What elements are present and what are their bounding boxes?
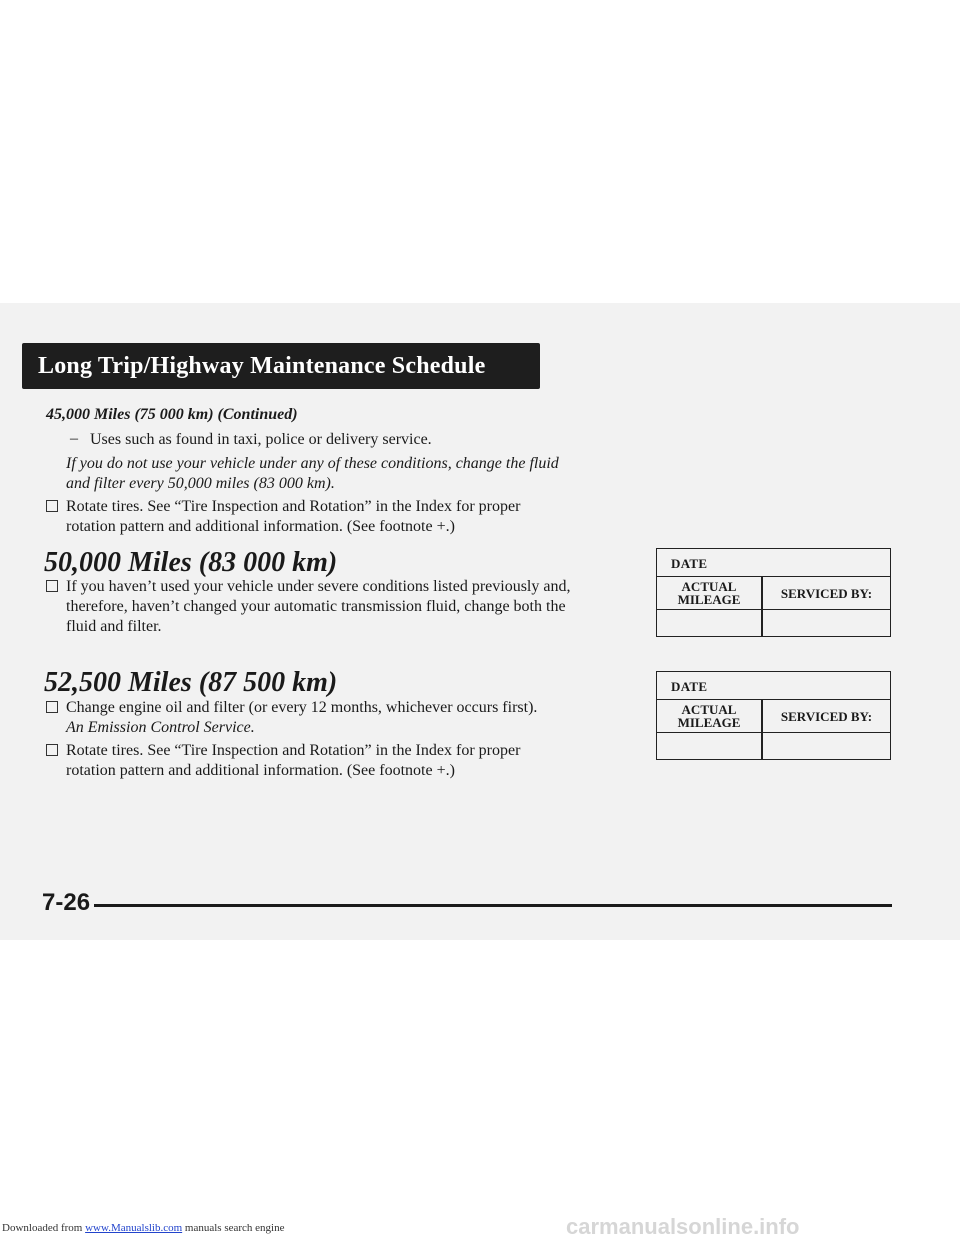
- note-line-1: If you do not use your vehicle under any of these conditions, change the fluid: [66, 455, 559, 472]
- download-suffix: manuals search engine: [182, 1222, 285, 1234]
- rotate-45k-line-2: rotation pattern and additional information. (See footnote +.): [66, 518, 455, 535]
- note-line-2: and filter every 50,000 miles (83 000 km).: [66, 475, 335, 492]
- download-banner: [2, 1222, 284, 1234]
- dash-bullet: –: [70, 430, 78, 447]
- checkbox-50k[interactable]: [46, 580, 58, 592]
- manual-page: [0, 303, 960, 940]
- page-number: 7-26: [42, 889, 91, 916]
- column-divider: [761, 700, 763, 759]
- checkbox-rotate-52500[interactable]: [46, 744, 58, 756]
- rotate-45k-line-1: Rotate tires. See “Tire Inspection and Rotation” in the Index for proper: [66, 498, 521, 515]
- label-row: [657, 700, 890, 733]
- dash-item-text: Uses such as found in taxi, police or delivery service.: [90, 431, 432, 448]
- emission-service-note: An Emission Control Service.: [66, 719, 255, 736]
- date-label: DATE: [671, 556, 708, 571]
- service-record-50k: [656, 548, 891, 637]
- oil-change-line-1: Change engine oil and filter (or every 12 months, whichever occurs first).: [66, 699, 538, 716]
- item-50k-line-2: therefore, haven’t changed your automatic transmission fluid, change both the: [66, 598, 566, 615]
- mileage-label-line-2: MILEAGE: [677, 715, 741, 730]
- service-record-52500: [656, 671, 891, 760]
- checkbox-rotate-45k[interactable]: [46, 500, 58, 512]
- item-50k-line-1: If you haven’t used your vehicle under severe conditions listed previously and,: [66, 578, 571, 595]
- column-divider: [761, 577, 763, 636]
- date-row[interactable]: [657, 549, 890, 577]
- mileage-label-line-1: ACTUAL: [681, 579, 737, 594]
- checkbox-oil-change[interactable]: [46, 701, 58, 713]
- label-row: [657, 577, 890, 610]
- watermark: carmanualsonline.info: [566, 1214, 800, 1239]
- manualslib-link[interactable]: www.Manualslib.com: [85, 1222, 183, 1234]
- mileage-label-line-1: ACTUAL: [681, 702, 737, 717]
- continued-heading: 45,000 Miles (75 000 km) (Continued): [46, 406, 298, 423]
- mileage-label-line-2: MILEAGE: [677, 592, 741, 607]
- rotate-52500-line-1: Rotate tires. See “Tire Inspection and Rotation” in the Index for proper: [66, 742, 521, 759]
- heading-50k: 50,000 Miles (83 000 km): [44, 547, 338, 578]
- footer-rule: [94, 904, 892, 907]
- actual-mileage-label: [657, 580, 761, 606]
- heading-52500: 52,500 Miles (87 500 km): [44, 667, 338, 698]
- item-50k-line-3: fluid and filter.: [66, 618, 162, 635]
- actual-mileage-label: [657, 703, 761, 729]
- download-prefix: Downloaded from: [2, 1222, 86, 1234]
- serviced-by-label: SERVICED BY:: [780, 709, 873, 724]
- page-title: Long Trip/Highway Maintenance Schedule: [38, 353, 486, 379]
- serviced-by-label: SERVICED BY:: [780, 586, 873, 601]
- date-row[interactable]: [657, 672, 890, 700]
- rotate-52500-line-2: rotation pattern and additional information. (See footnote +.): [66, 762, 455, 779]
- date-label: DATE: [671, 679, 708, 694]
